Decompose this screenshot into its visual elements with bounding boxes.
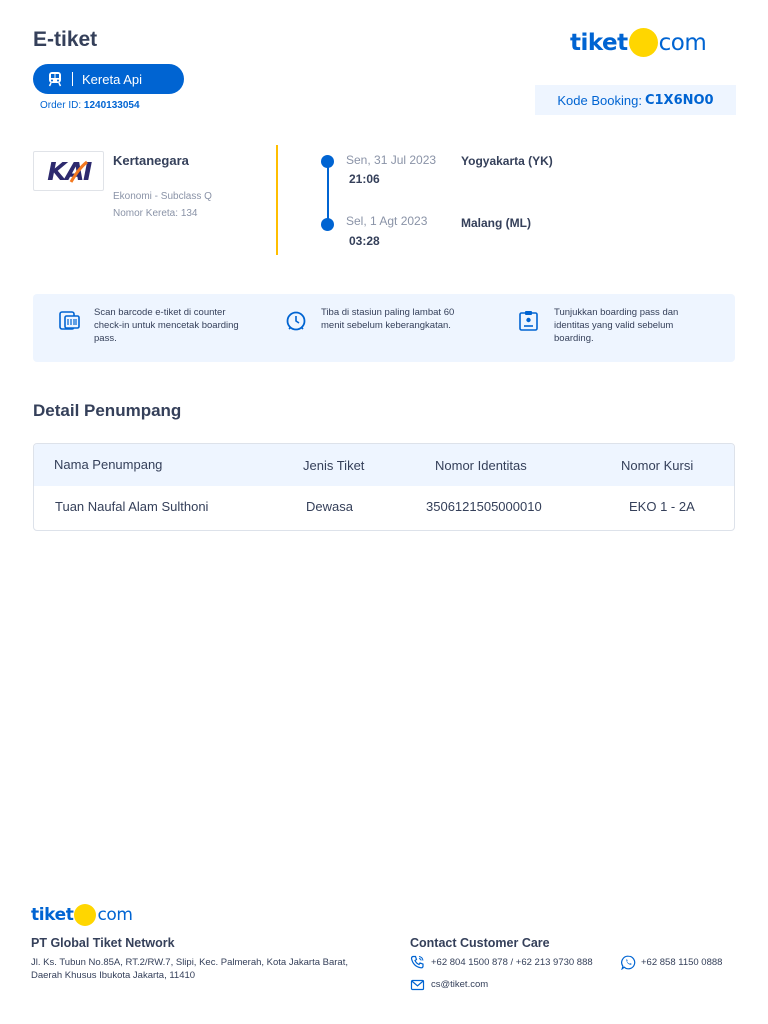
column-header: Nomor Identitas xyxy=(435,458,527,473)
logo-text-right: com xyxy=(97,905,133,925)
seat-number: EKO 1 - 2A xyxy=(629,499,695,514)
table-header xyxy=(34,444,734,486)
logo-text-left: tiket xyxy=(570,29,628,56)
contact-phone xyxy=(410,955,593,969)
logo-text-right: com xyxy=(658,29,707,56)
whatsapp-icon xyxy=(621,955,636,970)
column-header: Nomor Kursi xyxy=(621,458,694,473)
kai-logo-icon xyxy=(41,156,97,186)
info-line: Tiba di stasiun paling lambat 60 xyxy=(321,307,455,318)
order-id xyxy=(40,100,140,111)
info-line: Scan barcode e-tiket di counter xyxy=(94,307,226,318)
order-id-value: 1240133054 xyxy=(83,100,140,111)
ticket-type: Dewasa xyxy=(306,499,353,514)
kai-logo-text: KAI xyxy=(46,157,91,186)
departure-time: 21:06 xyxy=(349,172,380,186)
email-icon xyxy=(410,979,425,991)
contact-email xyxy=(410,978,488,991)
contact-whatsapp xyxy=(621,955,722,970)
address-line: Daerah Khusus Ibukota Jakarta, 11410 xyxy=(31,970,196,981)
logo-dot-icon xyxy=(74,904,96,926)
order-id-label: Order ID: xyxy=(40,100,82,111)
arrival-dot-icon xyxy=(321,218,334,231)
booking-code-box xyxy=(535,85,736,115)
departure-station: Yogyakarta (YK) xyxy=(461,154,553,168)
info-line: menit sebelum keberangkatan. xyxy=(321,320,451,331)
section-divider xyxy=(276,145,278,255)
address-line: Jl. Ks. Tubun No.85A, RT.2/RW.7, Slipi, Kec. Palmerah, Kota Jakarta Barat, xyxy=(31,957,348,968)
passenger-table xyxy=(33,443,735,531)
identity-number: 3506121505000010 xyxy=(426,499,542,514)
train-class: Ekonomi - Subclass Q xyxy=(113,191,212,202)
info-line: check-in untuk mencetak boarding xyxy=(94,320,239,331)
info-line: pass. xyxy=(94,333,117,344)
info-item-id-check xyxy=(518,306,678,345)
transport-mode-label: Kereta Api xyxy=(82,71,142,87)
info-item-arrival-time xyxy=(285,306,454,332)
train-number-value: 134 xyxy=(180,208,198,219)
train-name: Kertanegara xyxy=(113,153,189,168)
phone-icon xyxy=(410,955,425,969)
passenger-name: Tuan Naufal Alam Sulthoni xyxy=(55,499,209,514)
email-address[interactable]: cs@tiket.com xyxy=(431,979,489,990)
info-line: Tunjukkan boarding pass dan xyxy=(554,307,679,318)
logo-text-left: tiket xyxy=(31,905,74,925)
timeline-line xyxy=(327,162,329,224)
booking-code-value: C1X6NO0 xyxy=(644,92,714,108)
train-number-label: Nomor Kereta: xyxy=(113,208,179,219)
info-text xyxy=(554,306,678,345)
clock-icon xyxy=(285,310,309,332)
column-header: Nama Penumpang xyxy=(54,457,163,472)
train-number xyxy=(113,208,198,219)
info-item-scan xyxy=(58,306,239,345)
logo-dot-icon xyxy=(629,28,658,57)
operator-logo xyxy=(33,151,104,191)
company-name: PT Global Tiket Network xyxy=(31,936,175,950)
booking-code-label: Kode Booking: xyxy=(557,92,642,108)
footer-tiket-logo xyxy=(31,904,133,926)
arrival-date: Sel, 1 Agt 2023 xyxy=(346,214,428,228)
info-line: identitas yang valid sebelum xyxy=(554,320,674,331)
arrival-time: 03:28 xyxy=(349,234,380,248)
page-title: E-tiket xyxy=(33,28,98,51)
company-address xyxy=(31,956,401,982)
phone-numbers[interactable]: +62 804 1500 878 / +62 213 9730 888 xyxy=(431,956,593,968)
info-text xyxy=(321,306,454,332)
travel-info-box xyxy=(33,294,735,362)
scan-barcode-icon xyxy=(58,310,82,332)
tiket-logo xyxy=(570,28,706,57)
info-text xyxy=(94,306,239,345)
contact-title: Contact Customer Care xyxy=(410,936,550,950)
transport-mode-badge xyxy=(33,64,184,94)
info-line: boarding. xyxy=(554,333,594,344)
train-icon xyxy=(47,71,63,87)
arrival-station: Malang (ML) xyxy=(461,216,531,230)
badge-divider xyxy=(72,72,73,86)
id-card-icon xyxy=(518,310,542,332)
whatsapp-number[interactable]: +62 858 1150 0888 xyxy=(641,957,723,968)
departure-dot-icon xyxy=(321,155,334,168)
section-title-passengers: Detail Penumpang xyxy=(33,401,182,420)
departure-date: Sen, 31 Jul 2023 xyxy=(346,153,437,167)
column-header: Jenis Tiket xyxy=(303,458,365,473)
